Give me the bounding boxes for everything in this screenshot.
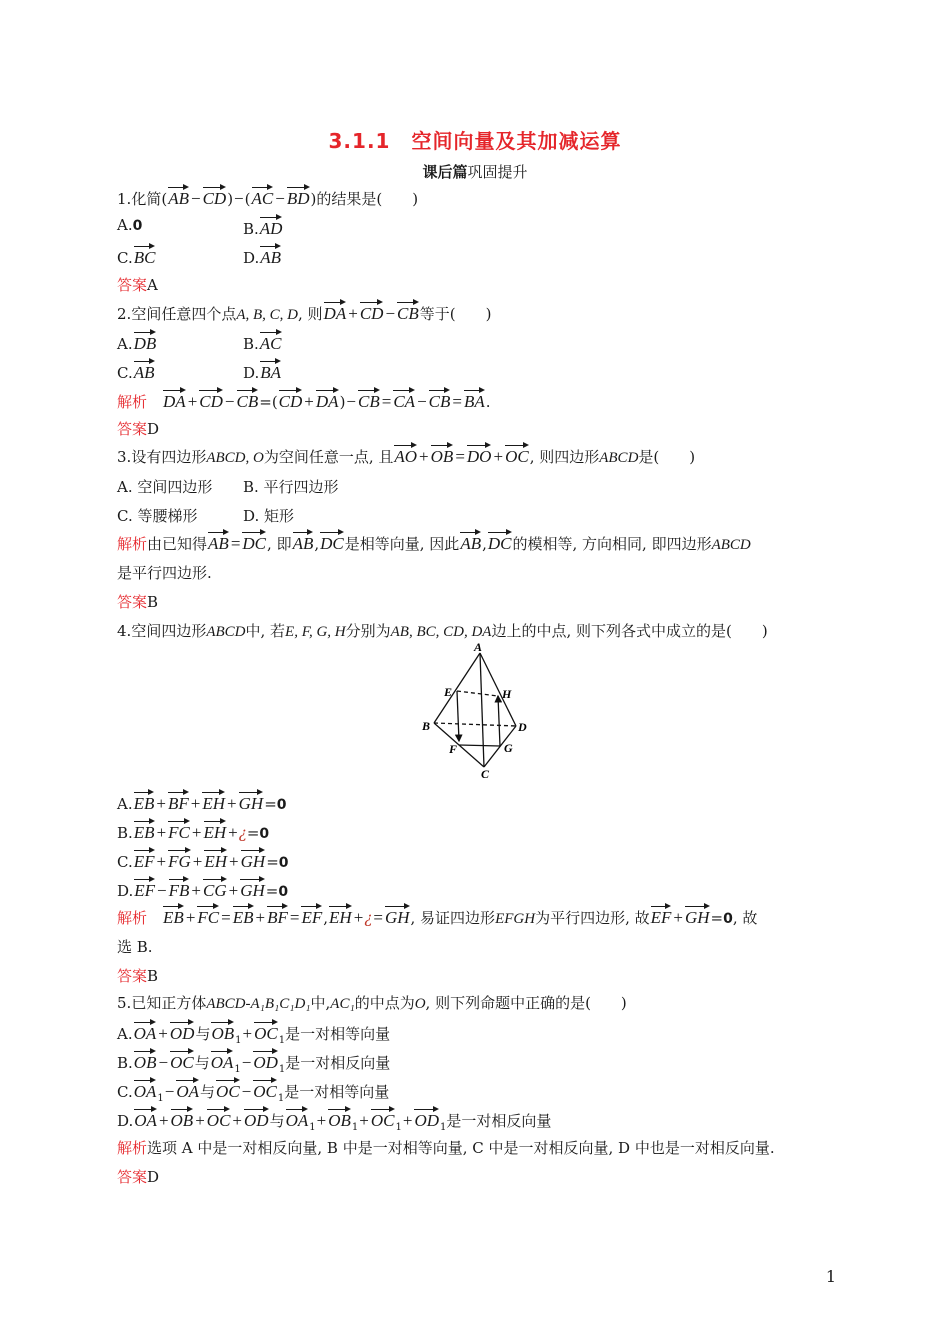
point-label-b: B — [422, 719, 431, 733]
analysis-5: 解析选项 A 中是一对相反向量, B 中是一对相等向量, C 中是一对相反向量, D 中也是一对相反向量. — [117, 1139, 775, 1157]
question-2: 2.空间任意四个点A, B, C, D, 则DA + CD − CB等于( ) — [117, 300, 491, 325]
vector-ef — [457, 691, 459, 741]
answer-4: 答案B — [117, 967, 159, 985]
question-1: 1.化简(AB − CD)−(AC − BD)的结果是( ) — [117, 185, 418, 209]
answer-1: 答案A — [117, 276, 158, 294]
section-subtitle: 课后篇巩固提升 — [422, 163, 528, 181]
option-a: A. 空间四边形 — [117, 478, 213, 496]
question-3: 3.设有四边形ABCD, O为空间任意一点, 且AO + OB = DO + OC, 则四边形ABCD是( ) — [117, 443, 695, 468]
point-label-g: G — [504, 741, 513, 755]
option-a: A.EB + BF + EH + GH=0 — [117, 790, 287, 815]
option-c: $C.OA_1-$ OA与OC − $OC_1$是一对相等向量 — [117, 1078, 389, 1109]
point-label-f: F — [449, 742, 458, 756]
option-b: B.OB − OC与$OA_1- OD_1$是一对相反向量 — [117, 1049, 390, 1080]
analysis-3-cont: 是平行四边形. — [117, 564, 212, 582]
question-5: 5.已知正方体ABCD-A₁B₁C₁D₁中,AC₁的中点为O, 则下列命题中正确的是( ) — [117, 994, 627, 1012]
point-label-a: A — [474, 640, 483, 654]
option-b: B. 平行四边形 — [243, 478, 339, 496]
option-c: C.EF + FG + EH + GH=0 — [117, 848, 289, 873]
option-d: D.BA — [243, 359, 282, 383]
edge-ac — [480, 653, 484, 767]
option-b: B.AC — [243, 330, 283, 354]
option-a: A.OA + OD与$OB_1+ OC_1$是一对相等向量 — [117, 1020, 390, 1051]
edge-ab — [434, 653, 480, 723]
option-d: D.OA + OB + OC + OD与$OA_1+ OB_1+ OC_1+ OD_1$是一对相反向量 — [117, 1107, 551, 1138]
analysis-2: 解析 DA + CD − CB=(CD + DA)− CB = CA − CB = BA. — [117, 388, 491, 412]
point-label-h: H — [502, 687, 512, 701]
option-c: C.AB — [117, 359, 156, 383]
tetrahedron-figure — [418, 640, 533, 780]
option-d: D. 矩形 — [243, 507, 295, 525]
vector-gh — [498, 696, 500, 746]
answer-5: 答案D — [117, 1168, 160, 1186]
answer-2: 答案D — [117, 420, 160, 438]
point-label-d: D — [518, 720, 527, 734]
page-number: 1 — [825, 1267, 836, 1286]
analysis-4-cont: 选 B. — [117, 938, 153, 956]
option-d: D.EF − FB + CG + GH=0 — [117, 877, 288, 902]
page-title: 3.1.1 空间向量及其加减运算 — [328, 129, 622, 153]
option-c: C.BC — [117, 244, 156, 268]
point-label-c: C — [481, 767, 490, 780]
segment-eh — [457, 691, 498, 696]
option-b: B.AD — [243, 215, 283, 239]
option-a: A.DB — [117, 330, 157, 354]
edge-bd — [434, 723, 516, 726]
option-c: C. 等腰梯形 — [117, 507, 198, 525]
segment-fg — [459, 745, 500, 746]
option-d: D.AB — [243, 244, 282, 268]
analysis-3: 解析由已知得AB = DC, 即AB,DC是相等向量, 因此AB,DC的模相等, 方向相同, 即四边形ABCD — [117, 530, 751, 555]
analysis-4: 解析 EB + FC = EB + BF = EF,EH +¿= GH, 易证四边形EFGH为平行四边形, 故EF + GH=0, 故 — [117, 904, 757, 929]
point-label-e: E — [444, 685, 453, 699]
option-b: B.EB + FC + EH +¿=0 — [117, 819, 269, 844]
option-a: A.0 — [117, 216, 143, 234]
question-4: 4.空间四边形ABCD中, 若E, F, G, H分别为AB, BC, CD, DA边上的中点, 则下列各式中成立的是( ) — [117, 622, 768, 640]
answer-3: 答案B — [117, 593, 159, 611]
